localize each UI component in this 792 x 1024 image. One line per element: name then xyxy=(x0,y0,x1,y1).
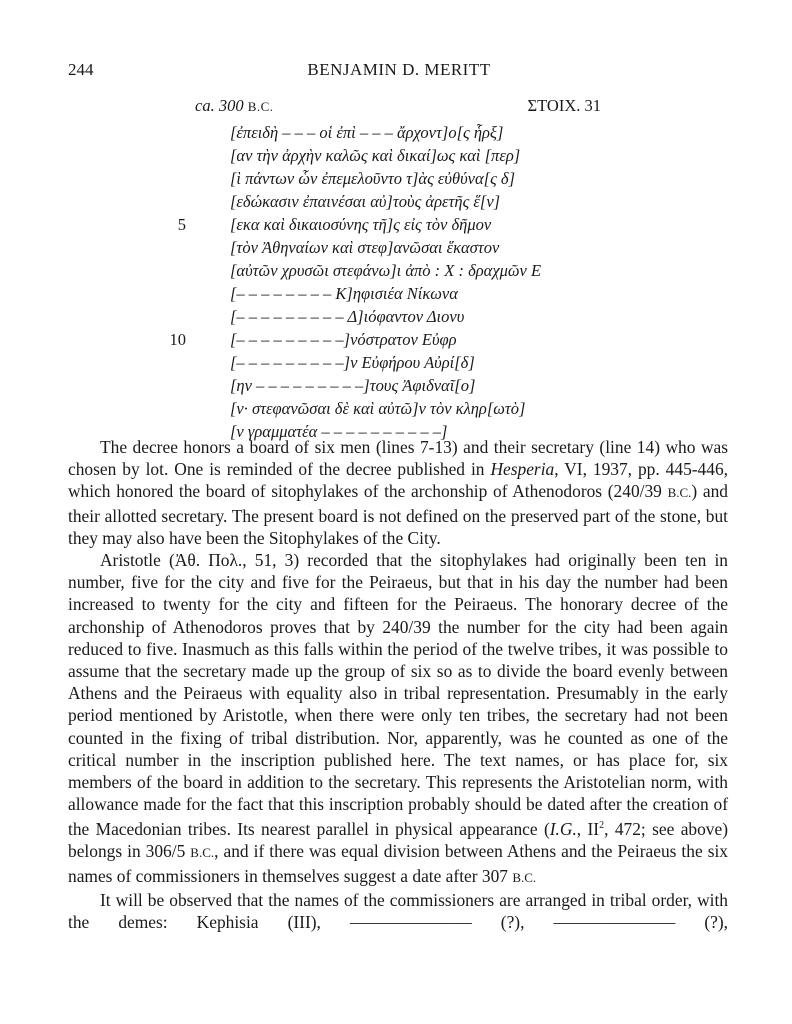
inscription-line-text: [– – – – – – – – K]ηφισιέα Νίκωνα xyxy=(230,284,458,303)
inscription-line-text: [ὶ πάντων ὧν ἐπεμελοῦντο τ]ὰς εὐθύνα[ς δ] xyxy=(230,169,515,188)
inscription-line xyxy=(190,236,610,259)
p2-text-b: ) recorded that the sitophylakes had originally been ten in number, five for the city and five for the Peiraeus, but that in his day the number had been increased to twenty for the city and fifteen for the Peiraeus. The honorary decree of the archonship of Athenodoros proves that by 240/39 the number for the city had been again reduced to five. Inasmuch as this falls within the period of the twelve tribes, it was possible to assume that the secretary made up the group of six so as to divide the board evenly between Athens and the Peiraeus with equality also in tribal representation. Presumably in the early period mentioned by Aristotle, when there were only ten tribes, the secretary had not been counted in the fixing of tribal distribution. Nor, apparently, was he counted as one of the critical number in the inscription published here. The text names, or has place for, six members of the board in addition to the secretary. This represents the Aristotelian norm, with allowance made for the fact that this inscription probably should be dated after the creation of the Macedonian tribes. Its nearest parallel in physical appearance ( xyxy=(68,550,728,840)
inscription-line xyxy=(190,351,610,374)
p1-text-a: The decree honors a board of six men (lines 7-13) and their secretary (line 14) who was chosen by lot. One is reminded of the decree published in xyxy=(68,437,728,480)
inscription-date-era: B.C. xyxy=(247,99,274,114)
inscription-line xyxy=(190,374,610,397)
inscription-line-text: [ην – – – – – – – – –]τους Ἀφιδναῖ[ο] xyxy=(230,376,476,395)
p2-text-d: , 472; see above) belongs in 306/5 xyxy=(68,819,729,862)
inscription-date-prefix: ca. 300 xyxy=(195,96,244,115)
inscription-meta xyxy=(195,96,601,118)
era-abbrev: B.C. xyxy=(667,485,692,501)
p1-text-c: ) and their allotted secretary. The present board is not defined on the preserved part of the stone, but they may also have been the Sitophylakes of the City. xyxy=(68,481,728,548)
era-abbrev: B.C. xyxy=(512,869,537,885)
inscription-line-text: [ν· στεφανῶσαι δὲ καὶ αὐτῶ]ν τὸν κληρ[ωτὸ] xyxy=(230,399,526,418)
running-title: BENJAMIN D. MERITT xyxy=(307,60,491,79)
inscription-line xyxy=(190,190,610,213)
inscription-line-text: [– – – – – – – – –]νόστρατον Εὐφρ xyxy=(230,330,457,349)
inscription-line xyxy=(190,144,610,167)
body-text xyxy=(68,436,728,933)
p1-text-b: , VI, 1937, pp. 445-446, which honored the board of sitophylakes of the archonship of Athenodoros (240/39 xyxy=(68,459,728,502)
inscription-text xyxy=(169,121,610,443)
inscription-line xyxy=(190,121,610,144)
line-number: 5 xyxy=(177,215,186,234)
stoichedon-label: ΣΤΟΙΧ. 31 xyxy=(527,96,601,115)
inscription-line xyxy=(190,305,610,328)
paragraph-3 xyxy=(68,889,728,933)
p3-text: It will be observed that the names of the commissioners are arranged in tribal order, with the demes: Kephisia (III), ——————— (?), ——————— (?), xyxy=(68,889,728,933)
inscription-line-text: [ν γραμματέα – – – – – – – – – –] xyxy=(230,422,448,441)
inscription-line-text: [– – – – – – – – – Δ]ιόφαντον Διονυ xyxy=(230,307,465,326)
inscription-line xyxy=(190,259,610,282)
inscription-line xyxy=(169,328,610,351)
page-number: 244 xyxy=(68,60,94,79)
inscription-line xyxy=(190,167,610,190)
inscription-line-text: [αὐτῶν χρυσῶι στεφάνω]ι ἀπὸ : X : δραχμῶν Ε xyxy=(230,261,542,280)
p2-text-c: , II xyxy=(576,819,600,840)
inscription-line xyxy=(190,282,610,305)
ig-edition-sup: 2 xyxy=(599,820,605,832)
ig-reference: I.G. xyxy=(549,819,577,840)
paragraph-1 xyxy=(68,436,728,549)
p2-text-e: , and if there was equal division between Athens and the Peiraeus the six names of commissioners in themselves suggest a date after 307 xyxy=(68,841,728,886)
inscription-date xyxy=(195,96,274,116)
aristotle-reference: Ἀθ. Πολ., 51, 3 xyxy=(174,550,294,571)
paragraph-2 xyxy=(68,549,728,889)
journal-title: Hesperia xyxy=(490,459,555,480)
inscription-line-text: [τὸν Ἀθηναίων καὶ στεφ]ανῶσαι ἕκαστον xyxy=(230,238,500,257)
inscription-line-text: [εδώκασιν ἐπαινέσαι αὐ]τοὺς ἀρετῆς ἕ[ν] xyxy=(230,192,501,211)
p2-text-a: Aristotle ( xyxy=(100,550,175,571)
line-number: 10 xyxy=(169,330,186,349)
page-header xyxy=(68,60,730,82)
era-abbrev: B.C. xyxy=(190,845,215,861)
inscription-line xyxy=(177,213,610,236)
inscription-line-text: [αν τὴν ἀρχὴν καλῶς καὶ δικαί]ως καὶ [περ] xyxy=(230,146,521,165)
inscription-line-text: [εκα καὶ δικαιοσύνης τῆ]ς εἰς τὸν δῆμον xyxy=(230,215,492,234)
inscription-line xyxy=(190,397,610,420)
inscription-line-text: [ἐπειδὴ – – – οἱ ἐπὶ – – – ἄρχοντ]ο[ς ἧρξ] xyxy=(230,123,504,142)
inscription-line-text: [– – – – – – – – –]ν Εὐφήρου Αὐρί[δ] xyxy=(230,353,475,372)
